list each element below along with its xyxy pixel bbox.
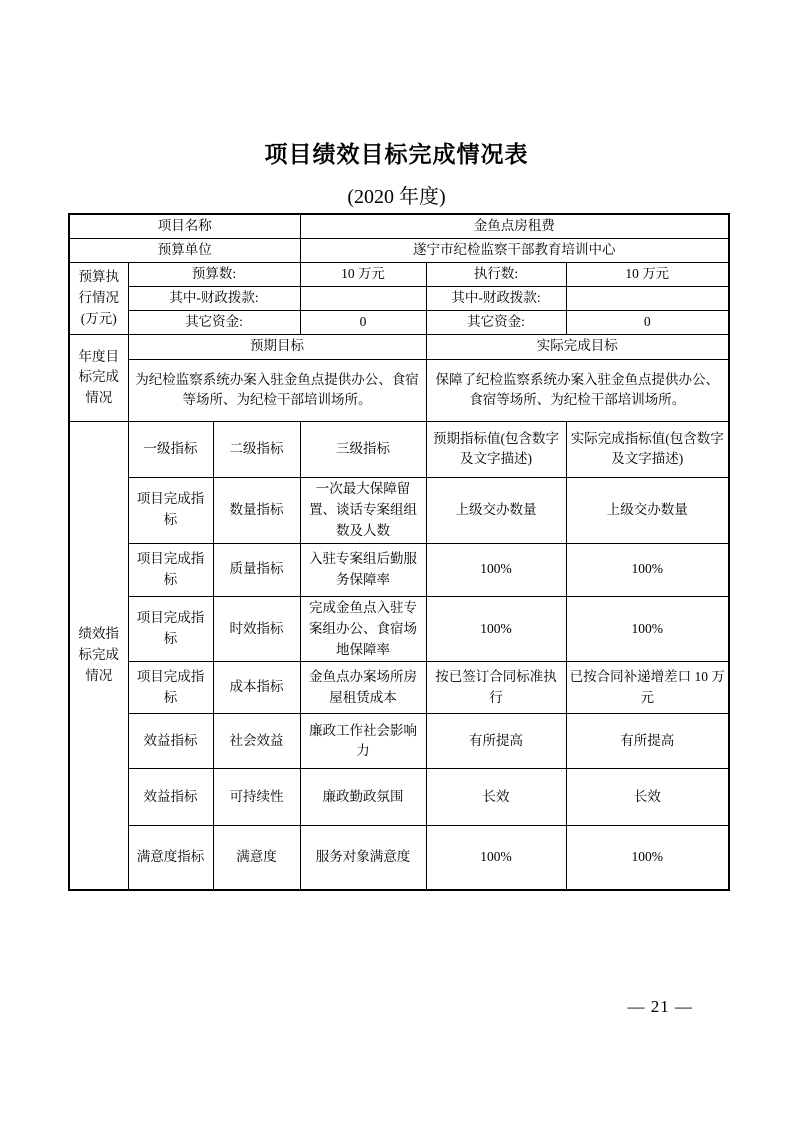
table-row	[69, 262, 729, 286]
table-row	[69, 714, 729, 769]
perf-header-level1: 一级指标	[128, 421, 213, 477]
table-row	[69, 214, 729, 238]
page-title: 项目绩效目标完成情况表	[264, 142, 529, 167]
budget-unit-value: 遂宁市纪检监察干部教育培训中心	[300, 238, 729, 262]
table-row	[69, 543, 729, 596]
perf-l1: 满意度指标	[128, 826, 213, 890]
perf-header-level2: 二级指标	[213, 421, 300, 477]
perf-expected: 100%	[426, 826, 566, 890]
perf-l2: 可持续性	[213, 769, 300, 826]
perf-l1: 项目完成指标	[128, 477, 213, 543]
executed-amount-value: 10 万元	[566, 262, 729, 286]
perf-l1: 效益指标	[128, 769, 213, 826]
perf-l2: 数量指标	[213, 477, 300, 543]
fiscal-allocation-label-right: 其中-财政拨款:	[426, 286, 566, 310]
page-number: — 21 —	[627, 997, 693, 1016]
table-row	[69, 238, 729, 262]
perf-l3: 入驻专案组后勤服务保障率	[300, 543, 426, 596]
table-row	[69, 421, 729, 477]
table-row	[69, 310, 729, 334]
perf-header-level3: 三级指标	[300, 421, 426, 477]
perf-l3: 廉政勤政氛围	[300, 769, 426, 826]
perf-actual: 长效	[566, 769, 729, 826]
perf-actual: 有所提高	[566, 714, 729, 769]
table-row	[69, 359, 729, 421]
perf-l3: 廉政工作社会影响力	[300, 714, 426, 769]
perf-header-expected: 预期指标值(包含数字及文字描述)	[426, 421, 566, 477]
budget-amount-value: 10 万元	[300, 262, 426, 286]
fiscal-allocation-value-right	[566, 286, 729, 310]
project-name-label: 项目名称	[69, 214, 300, 238]
perf-l2: 满意度	[213, 826, 300, 890]
project-name-value: 金鱼点房租费	[300, 214, 729, 238]
perf-expected: 上级交办数量	[426, 477, 566, 543]
table-row	[69, 826, 729, 890]
perf-expected: 有所提高	[426, 714, 566, 769]
perf-actual: 100%	[566, 826, 729, 890]
table-row	[69, 334, 729, 359]
perf-l3: 金鱼点办案场所房屋租赁成本	[300, 662, 426, 714]
perf-l3: 一次最大保障留置、谈话专案组组数及人数	[300, 477, 426, 543]
perf-l1: 项目完成指标	[128, 543, 213, 596]
perf-l3: 完成金鱼点入驻专案组办公、食宿场地保障率	[300, 596, 426, 662]
other-funds-label-left: 其它资金:	[128, 310, 300, 334]
table-row	[69, 596, 729, 662]
perf-actual: 100%	[566, 543, 729, 596]
expected-goal-header: 预期目标	[128, 334, 426, 359]
actual-goal-text: 保障了纪检监察系统办案入驻金鱼点提供办公、食宿等场所、为纪检干部培训场所。	[426, 359, 729, 421]
perf-expected: 长效	[426, 769, 566, 826]
page-subtitle: (2020 年度)	[347, 186, 446, 208]
perf-actual: 100%	[566, 596, 729, 662]
other-funds-value-left: 0	[300, 310, 426, 334]
perf-header-actual: 实际完成指标值(包含数字及文字描述)	[566, 421, 729, 477]
fiscal-allocation-label-left: 其中-财政拨款:	[128, 286, 300, 310]
perf-l1: 项目完成指标	[128, 596, 213, 662]
perf-l2: 成本指标	[213, 662, 300, 714]
perf-l2: 时效指标	[213, 596, 300, 662]
budget-amount-label: 预算数:	[128, 262, 300, 286]
perf-section-label: 绩效指标完成情况	[69, 421, 128, 890]
perf-expected: 100%	[426, 543, 566, 596]
expected-goal-text: 为纪检监察系统办案入驻金鱼点提供办公、食宿等场所、为纪检干部培训场所。	[128, 359, 426, 421]
perf-l3: 服务对象满意度	[300, 826, 426, 890]
perf-expected: 按已签订合同标准执行	[426, 662, 566, 714]
other-funds-value-right: 0	[566, 310, 729, 334]
annual-section-label: 年度目标完成情况	[69, 334, 128, 421]
table-row	[69, 286, 729, 310]
table-row	[69, 662, 729, 714]
other-funds-label-right: 其它资金:	[426, 310, 566, 334]
perf-actual: 上级交办数量	[566, 477, 729, 543]
executed-amount-label: 执行数:	[426, 262, 566, 286]
perf-l1: 效益指标	[128, 714, 213, 769]
performance-report-table	[68, 213, 730, 891]
perf-actual: 已按合同补递增差口 10 万元	[566, 662, 729, 714]
perf-l1: 项目完成指标	[128, 662, 213, 714]
fiscal-allocation-value-left	[300, 286, 426, 310]
table-row	[69, 769, 729, 826]
perf-l2: 社会效益	[213, 714, 300, 769]
table-row	[69, 477, 729, 543]
budget-unit-label: 预算单位	[69, 238, 300, 262]
budget-section-label: 预算执行情况(万元)	[69, 262, 128, 334]
perf-expected: 100%	[426, 596, 566, 662]
actual-goal-header: 实际完成目标	[426, 334, 729, 359]
perf-l2: 质量指标	[213, 543, 300, 596]
